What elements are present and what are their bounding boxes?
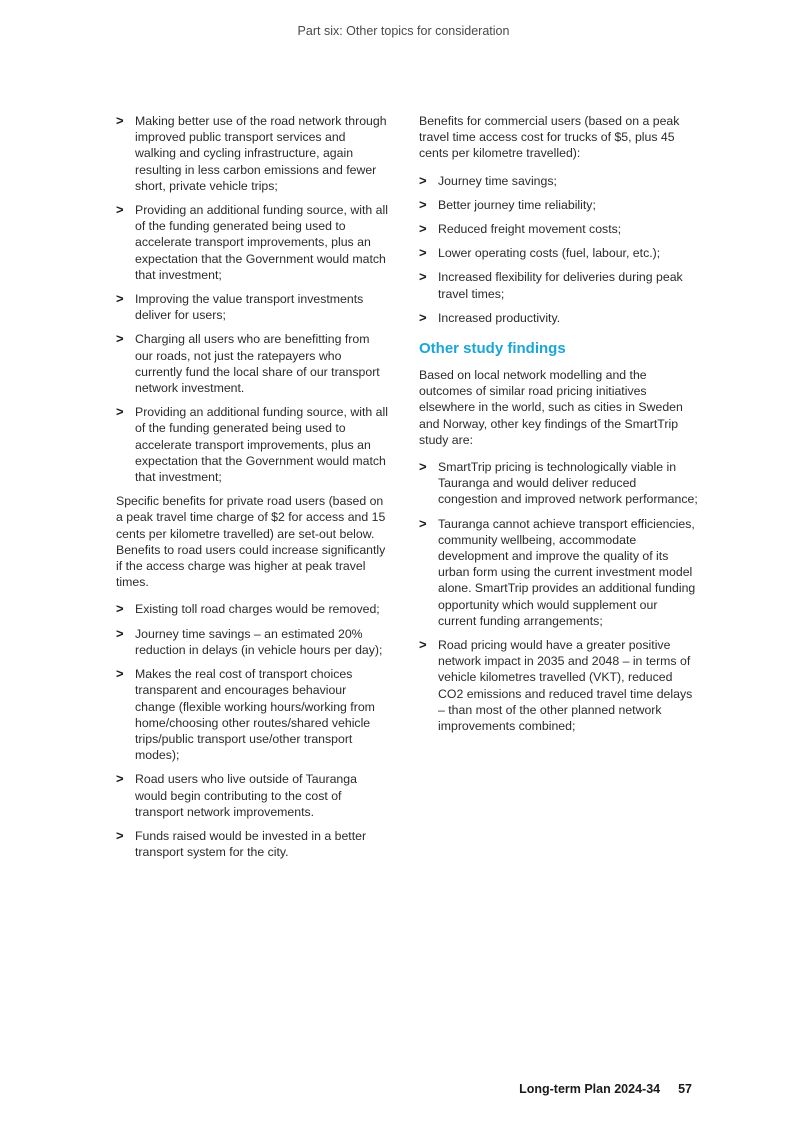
list-item: > Increased productivity.: [419, 309, 561, 325]
list-item: > Increased flexibility for deliveries during peak travel times;: [419, 269, 683, 301]
list-item: > Makes the real cost of transport choices transparent and encourages behaviour change (flexible working hours/working from home/choosing other routes/shared vehicle trips/public transport use/other transport modes);: [116, 666, 375, 763]
bullet-marker-icon: >: [419, 245, 427, 261]
list-item: > Reduced freight movement costs;: [419, 221, 622, 237]
list-item: > Tauranga cannot achieve transport efficiencies, community wellbeing, accommodate development and improve the quality of its urban form using the current investment model alone. SmartTrip provides an additional funding opportunity which would supplement our current funding arrangements;: [419, 515, 696, 628]
list-item: > Charging all users who are benefitting from our roads, not just the ratepayers who currently fund the local share of our transport network investment.: [116, 331, 380, 396]
right-column: [419, 113, 699, 742]
bullet-marker-icon: >: [419, 172, 427, 188]
list-item: > Funds raised would be invested in a better transport system for the city.: [116, 827, 367, 860]
study-findings-paragraph: Based on local network modelling and the outcomes of similar road pricing initiatives elsewhere in the world, such as cities in Sweden and Norway, other key findings of the SmartTrip study are:: [419, 368, 683, 447]
bullet-marker-icon: >: [116, 291, 124, 307]
bullet-marker-icon: >: [116, 202, 124, 218]
bullet-marker-icon: >: [116, 404, 124, 420]
bullet-marker-icon: >: [419, 309, 427, 325]
bullet-marker-icon: >: [116, 666, 124, 682]
bullet-marker-icon: >: [419, 515, 427, 531]
list-item: > Existing toll road charges would be removed;: [116, 601, 380, 617]
right-bullet-list-1: [419, 173, 699, 326]
bullet-marker-icon: >: [116, 625, 124, 641]
list-item: > Providing an additional funding source, with all of the funding generated being used to accelerate transport improvements, plus an expectation that the Government would match that investment;: [116, 404, 388, 485]
bullet-marker-icon: >: [419, 269, 427, 285]
section-heading: Other study findings: [419, 340, 566, 358]
left-column: [116, 113, 388, 868]
bullet-marker-icon: >: [116, 771, 124, 787]
list-item: > Road users who live outside of Tauranga would begin contributing to the cost of transport network improvements.: [116, 771, 357, 819]
bullet-marker-icon: >: [419, 637, 427, 653]
list-item: > Providing an additional funding source, with all of the funding generated being used to accelerate transport improvements, plus an expectation that the Government would match that investment;: [116, 202, 388, 282]
page-number: 57: [678, 1082, 692, 1096]
left-bullet-list-2: [116, 601, 388, 860]
list-item: > Journey time savings;: [419, 172, 557, 188]
commercial-users-paragraph: Benefits for commercial users (based on a peak travel time access cost for trucks of $5, plus 45 cents per kilometre travelled):: [419, 114, 680, 161]
bullet-marker-icon: >: [116, 601, 124, 617]
list-item: > Road pricing would have a greater positive network impact in 2035 and 2048 – in terms of vehicle kilometres travelled (VKT), reduced CO2 emissions and reduced travel time delays – than most of the other planned network improvements combined;: [419, 637, 693, 734]
bullet-marker-icon: >: [116, 827, 124, 843]
private-users-paragraph: Specific benefits for private road users (based on a peak travel time charge of $2 for access and 15 cents per kilometre travelled) are set-out below. Benefits to road users could increase significantly if the access charge was higher at peak travel times.: [116, 494, 386, 590]
list-item: > Making better use of the road network through improved public transport services and walking and cycling infrastructure, again resulting in less carbon emissions and fewer short, private vehicle trips;: [116, 113, 387, 193]
left-bullet-list-1: [116, 113, 388, 485]
right-bullet-list-2: [419, 459, 699, 734]
bullet-marker-icon: >: [116, 331, 124, 347]
list-item: > Better journey time reliability;: [419, 196, 596, 212]
list-item: > Improving the value transport investments deliver for users;: [116, 291, 364, 323]
bullet-marker-icon: >: [116, 113, 124, 128]
list-item: > Lower operating costs (fuel, labour, etc.);: [419, 245, 661, 261]
bullet-marker-icon: >: [419, 221, 427, 237]
page-header: Part six: Other topics for consideration: [297, 24, 510, 38]
list-item: > SmartTrip pricing is technologically viable in Tauranga and would deliver reduced congestion and improved network performance;: [419, 459, 698, 507]
page-footer: [519, 1082, 692, 1096]
footer-title: Long-term Plan 2024-34: [519, 1082, 661, 1096]
bullet-marker-icon: >: [419, 459, 427, 475]
list-item: > Journey time savings – an estimated 20% reduction in delays (in vehicle hours per day);: [116, 625, 383, 657]
bullet-marker-icon: >: [419, 196, 427, 212]
